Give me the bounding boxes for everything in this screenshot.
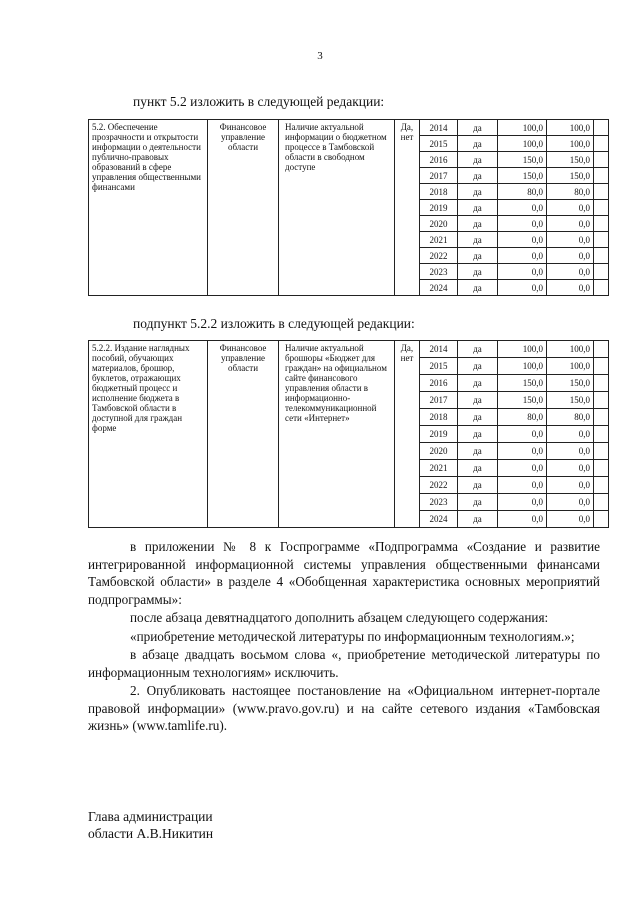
year-cell: 2021 bbox=[420, 460, 458, 477]
flag-cell: да bbox=[458, 216, 498, 232]
value-cell: 100,0 bbox=[498, 341, 547, 358]
value-cell: 150,0 bbox=[498, 392, 547, 409]
year-cell: 2014 bbox=[420, 120, 458, 136]
value-cell: 0,0 bbox=[498, 264, 547, 280]
flag-cell: да bbox=[458, 426, 498, 443]
signature-title: Глава администрации bbox=[88, 809, 213, 824]
flag-cell: да bbox=[458, 152, 498, 168]
empty-cell bbox=[594, 264, 609, 280]
year-cell: 2024 bbox=[420, 511, 458, 528]
value-cell-2: 150,0 bbox=[547, 152, 594, 168]
flag-cell: да bbox=[458, 168, 498, 184]
paragraph-after-19: после абзаца девятнадцатого дополнить абзацем следующего содержания: bbox=[130, 610, 549, 625]
value-cell: 0,0 bbox=[498, 426, 547, 443]
value-cell-2: 0,0 bbox=[547, 200, 594, 216]
signature-name: области А.В.Никитин bbox=[88, 826, 214, 841]
year-cell: 2019 bbox=[420, 200, 458, 216]
year-cell: 2017 bbox=[420, 168, 458, 184]
year-cell: 2023 bbox=[420, 264, 458, 280]
value-cell-2: 80,0 bbox=[547, 184, 594, 200]
value-cell-2: 0,0 bbox=[547, 248, 594, 264]
value-cell-2: 150,0 bbox=[547, 375, 594, 392]
empty-cell bbox=[594, 184, 609, 200]
flag-cell: да bbox=[458, 511, 498, 528]
value-cell: 100,0 bbox=[498, 120, 547, 136]
flag-cell: да bbox=[458, 232, 498, 248]
item-yes-no: Да, нет bbox=[395, 341, 420, 528]
value-cell: 100,0 bbox=[498, 358, 547, 375]
body-text bbox=[88, 538, 600, 735]
value-cell-2: 100,0 bbox=[547, 136, 594, 152]
flag-cell: да bbox=[458, 136, 498, 152]
year-cell: 2023 bbox=[420, 494, 458, 511]
table-row bbox=[89, 120, 609, 136]
flag-cell: да bbox=[458, 375, 498, 392]
value-cell-2: 0,0 bbox=[547, 280, 594, 296]
empty-cell bbox=[594, 232, 609, 248]
value-cell-2: 80,0 bbox=[547, 409, 594, 426]
empty-cell bbox=[594, 477, 609, 494]
year-cell: 2020 bbox=[420, 216, 458, 232]
value-cell: 0,0 bbox=[498, 200, 547, 216]
value-cell: 0,0 bbox=[498, 216, 547, 232]
flag-cell: да bbox=[458, 280, 498, 296]
value-cell-2: 150,0 bbox=[547, 168, 594, 184]
paragraph-publish: 2. Опубликовать настоящее постановление на «Официальном интернет-портале правовой информации» (www.pravo.gov.ru) и на сайте сетевого издания «Тамбовская жизнь» (www.tamlife.ru). bbox=[88, 683, 600, 733]
value-cell: 0,0 bbox=[498, 443, 547, 460]
year-cell: 2016 bbox=[420, 375, 458, 392]
flag-cell: да bbox=[458, 409, 498, 426]
flag-cell: да bbox=[458, 460, 498, 477]
year-cell: 2018 bbox=[420, 409, 458, 426]
empty-cell bbox=[594, 341, 609, 358]
value-cell: 0,0 bbox=[498, 232, 547, 248]
section1-heading: пункт 5.2 изложить в следующей редакции: bbox=[133, 94, 385, 109]
flag-cell: да bbox=[458, 477, 498, 494]
flag-cell: да bbox=[458, 392, 498, 409]
year-cell: 2024 bbox=[420, 280, 458, 296]
year-cell: 2017 bbox=[420, 392, 458, 409]
item-yes-no: Да, нет bbox=[395, 120, 420, 296]
flag-cell: да bbox=[458, 184, 498, 200]
table-item-5-2 bbox=[88, 119, 609, 296]
year-cell: 2021 bbox=[420, 232, 458, 248]
value-cell-2: 150,0 bbox=[547, 392, 594, 409]
signature-block bbox=[88, 808, 213, 842]
value-cell: 150,0 bbox=[498, 152, 547, 168]
paragraph-new-text: «приобретение методической литературы по информационным технологиям.»; bbox=[130, 628, 575, 644]
empty-cell bbox=[594, 358, 609, 375]
value-cell-2: 0,0 bbox=[547, 443, 594, 460]
empty-cell bbox=[594, 152, 609, 168]
value-cell-2: 0,0 bbox=[547, 264, 594, 280]
empty-cell bbox=[594, 168, 609, 184]
flag-cell: да bbox=[458, 341, 498, 358]
table-body bbox=[89, 120, 609, 296]
year-cell: 2020 bbox=[420, 443, 458, 460]
value-cell: 0,0 bbox=[498, 494, 547, 511]
value-cell: 0,0 bbox=[498, 280, 547, 296]
flag-cell: да bbox=[458, 358, 498, 375]
value-cell-2: 100,0 bbox=[547, 341, 594, 358]
value-cell-2: 0,0 bbox=[547, 426, 594, 443]
paragraph-appendix-8: в приложении № 8 к Госпрограмме «Подпрограмма «Создание и развитие интегрированной информационной системы управления общественными финансами Тамбовской области» в разделе 4 «Обобщенная характеристика основных мероприятий подпрограммы»: bbox=[88, 539, 600, 607]
value-cell: 80,0 bbox=[498, 184, 547, 200]
value-cell-2: 100,0 bbox=[547, 358, 594, 375]
item-executor: Финансовое управление области bbox=[208, 341, 279, 528]
value-cell: 0,0 bbox=[498, 511, 547, 528]
empty-cell bbox=[594, 511, 609, 528]
year-cell: 2015 bbox=[420, 358, 458, 375]
value-cell-2: 0,0 bbox=[547, 477, 594, 494]
empty-cell bbox=[594, 375, 609, 392]
empty-cell bbox=[594, 200, 609, 216]
empty-cell bbox=[594, 216, 609, 232]
flag-cell: да bbox=[458, 248, 498, 264]
year-cell: 2014 bbox=[420, 341, 458, 358]
value-cell-2: 0,0 bbox=[547, 494, 594, 511]
item-indicator: Наличие актуальной брошюры «Бюджет для граждан» на официальном сайте финансового управления области в информационно-телекоммуникационной сети «Интернет» bbox=[279, 341, 395, 528]
table-row bbox=[89, 341, 609, 358]
value-cell: 0,0 bbox=[498, 477, 547, 494]
item-executor: Финансовое управление области bbox=[208, 120, 279, 296]
flag-cell: да bbox=[458, 120, 498, 136]
value-cell-2: 0,0 bbox=[547, 232, 594, 248]
year-cell: 2015 bbox=[420, 136, 458, 152]
empty-cell bbox=[594, 280, 609, 296]
flag-cell: да bbox=[458, 200, 498, 216]
year-cell: 2019 bbox=[420, 426, 458, 443]
paragraph-exclude: в абзаце двадцать восьмом слова «, приобретение методической литературы по информационным технологиям» исключить. bbox=[88, 647, 600, 680]
value-cell-2: 0,0 bbox=[547, 216, 594, 232]
page-number: 3 bbox=[317, 50, 323, 62]
item-description: 5.2.2. Издание наглядных пособий, обучающих материалов, брошюр, буклетов, отражающих бюджетный процесс и исполнение бюджета в Тамбовской области в доступной для граждан форме bbox=[89, 341, 208, 528]
item-indicator: Наличие актуальной информации о бюджетном процессе в Тамбовской области в свободном доступе bbox=[279, 120, 395, 296]
empty-cell bbox=[594, 136, 609, 152]
value-cell: 80,0 bbox=[498, 409, 547, 426]
empty-cell bbox=[594, 120, 609, 136]
year-cell: 2018 bbox=[420, 184, 458, 200]
empty-cell bbox=[594, 460, 609, 477]
item-description: 5.2. Обеспечение прозрачности и открытости информации о деятельности публично-правовых образований в сфере управления общественными финансами bbox=[89, 120, 208, 296]
value-cell: 100,0 bbox=[498, 136, 547, 152]
flag-cell: да bbox=[458, 264, 498, 280]
empty-cell bbox=[594, 409, 609, 426]
value-cell-2: 100,0 bbox=[547, 120, 594, 136]
value-cell: 0,0 bbox=[498, 460, 547, 477]
empty-cell bbox=[594, 426, 609, 443]
year-cell: 2022 bbox=[420, 248, 458, 264]
table-item-5-2-2 bbox=[88, 340, 609, 528]
year-cell: 2022 bbox=[420, 477, 458, 494]
value-cell-2: 0,0 bbox=[547, 460, 594, 477]
empty-cell bbox=[594, 392, 609, 409]
value-cell-2: 0,0 bbox=[547, 511, 594, 528]
section2-heading: подпункт 5.2.2 изложить в следующей редакции: bbox=[133, 316, 415, 331]
table-body bbox=[89, 341, 609, 528]
value-cell: 150,0 bbox=[498, 375, 547, 392]
flag-cell: да bbox=[458, 494, 498, 511]
empty-cell bbox=[594, 248, 609, 264]
empty-cell bbox=[594, 443, 609, 460]
flag-cell: да bbox=[458, 443, 498, 460]
value-cell: 0,0 bbox=[498, 248, 547, 264]
empty-cell bbox=[594, 494, 609, 511]
year-cell: 2016 bbox=[420, 152, 458, 168]
value-cell: 150,0 bbox=[498, 168, 547, 184]
